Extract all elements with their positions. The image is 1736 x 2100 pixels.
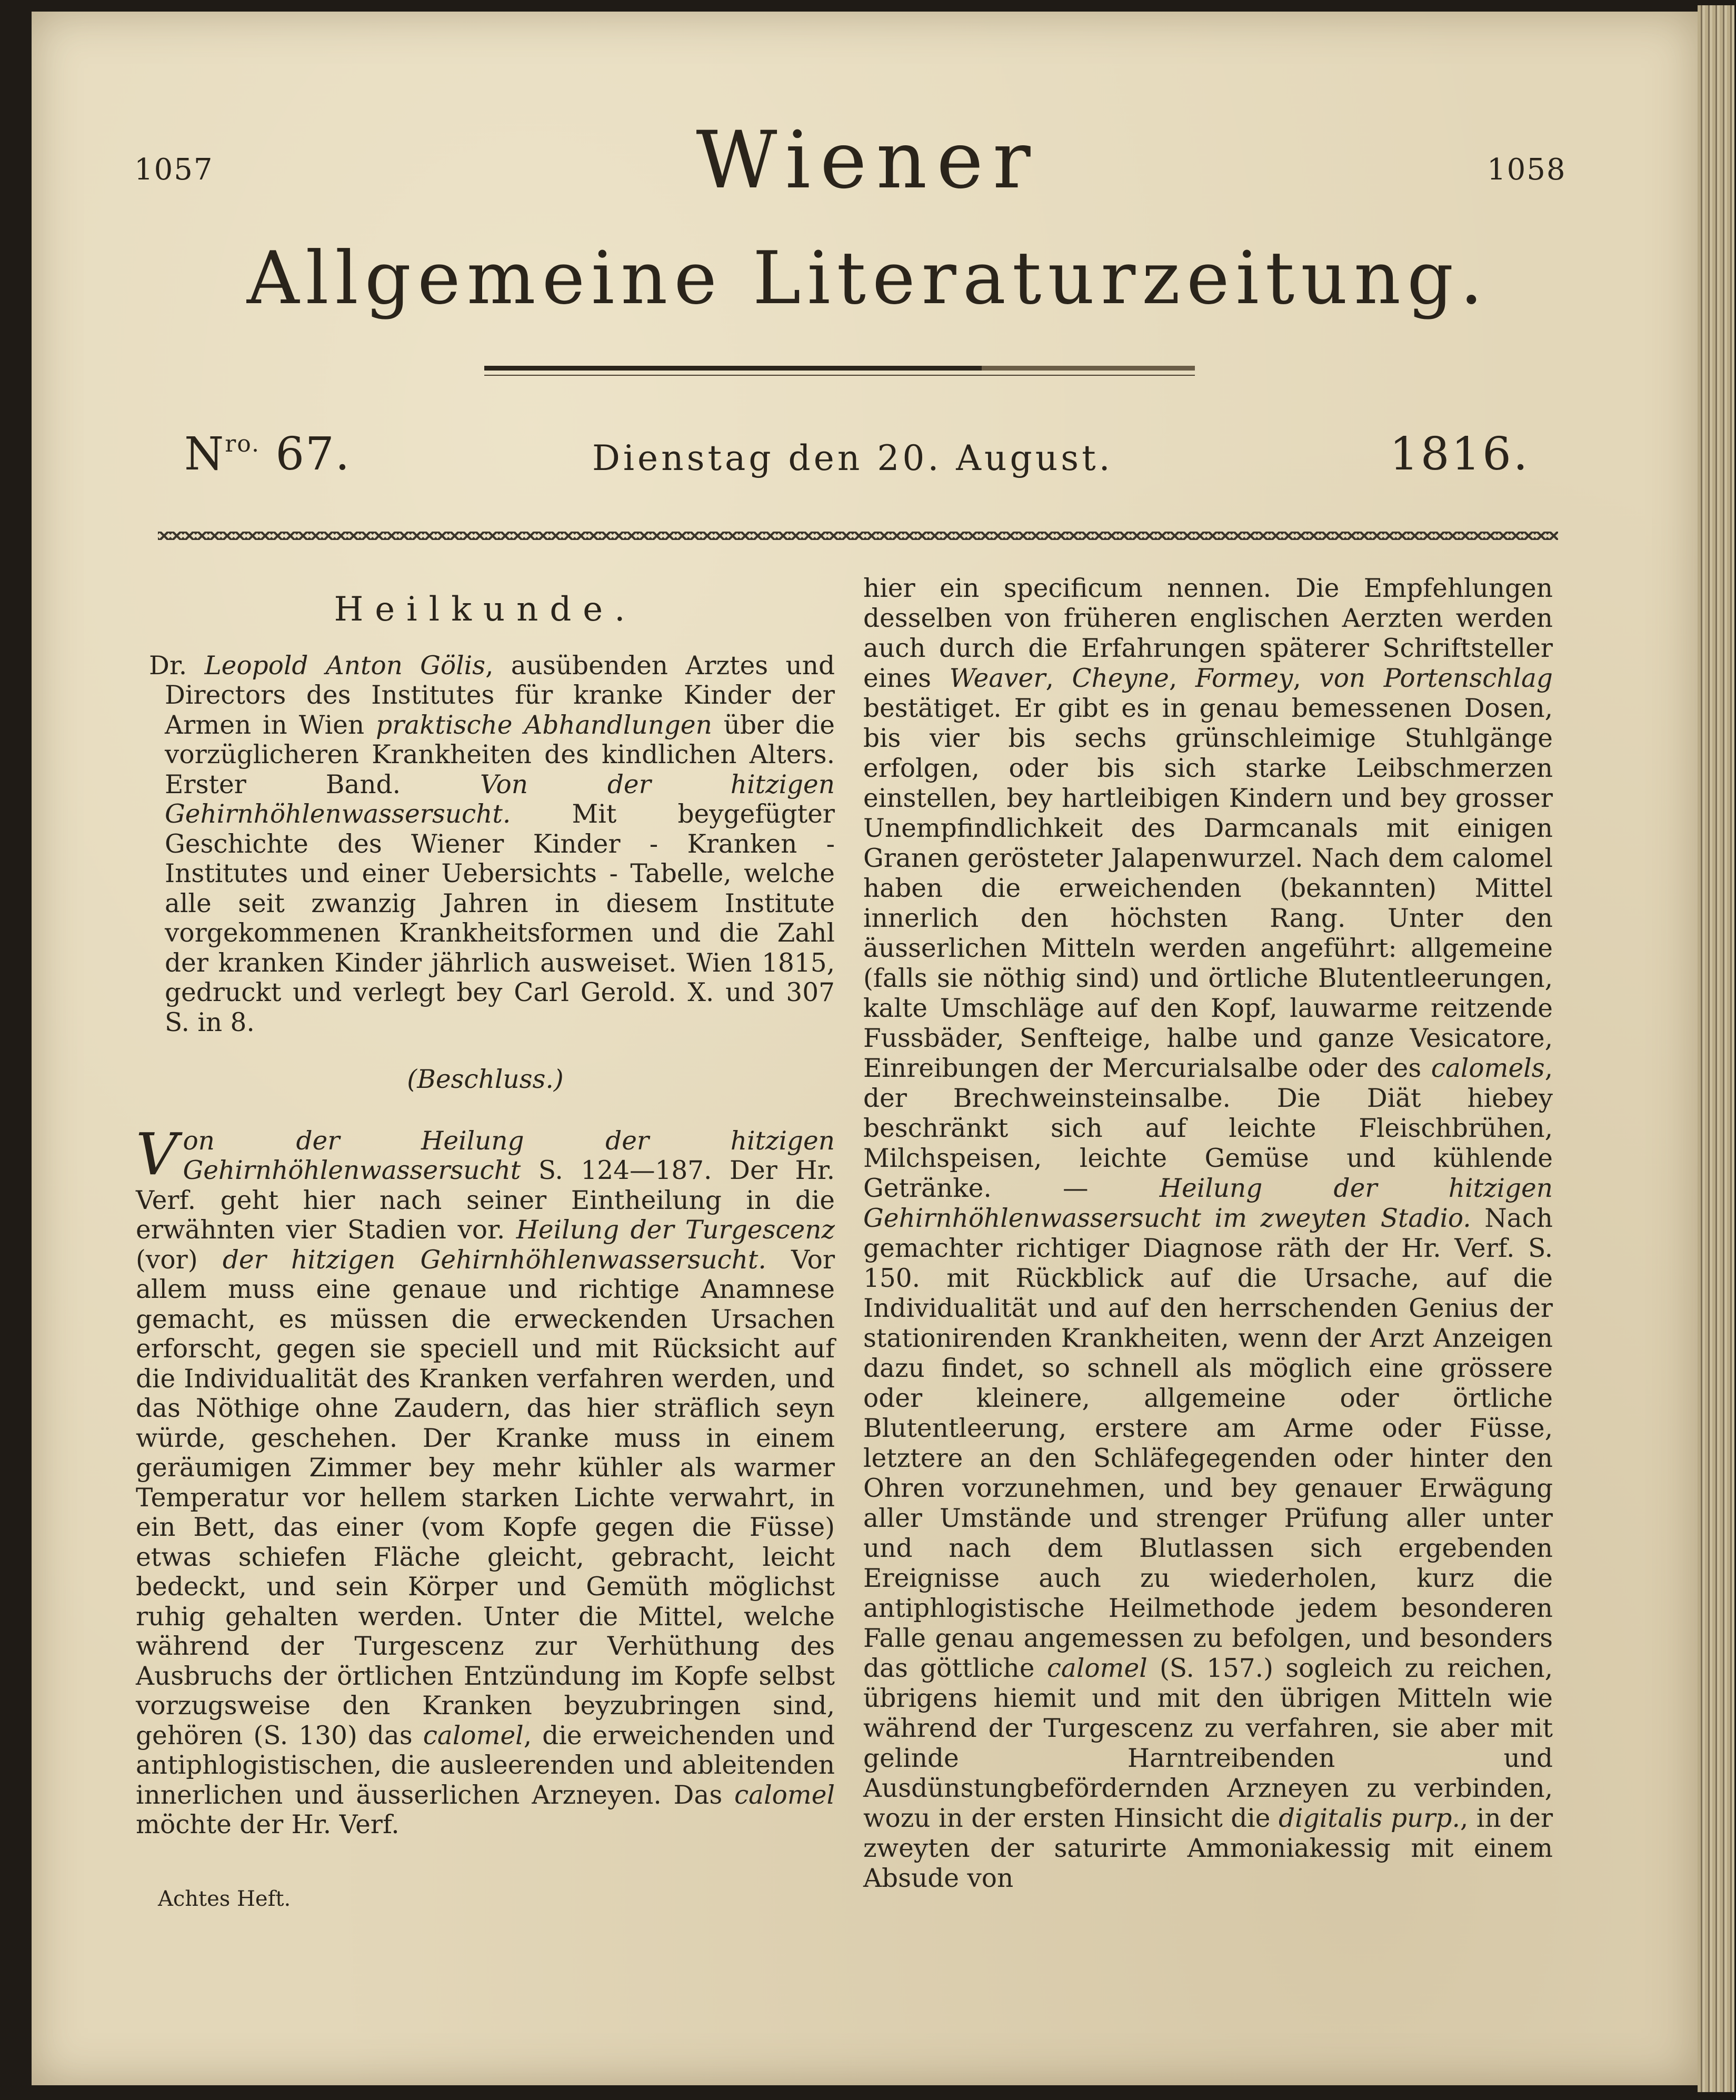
- page-number-left: 1057: [134, 153, 214, 187]
- body-text: ,: [1293, 664, 1320, 693]
- bibl-title: praktische Abhandlungen: [375, 710, 712, 740]
- body-italic: der hitzigen Gehirnhöhlenwassersucht.: [222, 1245, 766, 1275]
- body-text: , in der zweyten der saturirte Ammoniakessig mit einem Absude von: [863, 1804, 1553, 1893]
- author-name: von Portenschlag: [1319, 664, 1553, 693]
- body-italic: Heilung der hitzigen Gehirnhöhlenwassersucht im zweyten Stadio.: [863, 1174, 1553, 1233]
- masthead-title-line1: Wiener: [696, 115, 1040, 206]
- bibl-author: Leopold Anton Gölis: [204, 651, 486, 681]
- bibl-text: Dr.: [149, 651, 205, 681]
- wavy-divider: [158, 532, 1558, 540]
- bibliography-entry: [136, 651, 835, 1038]
- body-text: Vor allem muss eine genaue und richtige Anamnese gemacht, es müssen die erweckenden Ursachen erforscht, gegen sie speciell und mit Rücksicht auf die Individualität des Kranken verfahren werden, und das Nöthige ohne Zaudern, das hier sträflich seyn würde, geschehen. Der Kranke muss in einem geräumigen Zimmer bey mehr kühler als warmer Temperatur vor hellem starken Lichte verwahrt, in ein Bett, das einer (vom Kopfe gegen die Füsse) etwas schiefen Fläche gleicht, gebracht, leicht bedeckt, und sein Körper und Gemüth möglichst ruhig gehalten werden. Unter die Mittel, welche während der Turgescenz zur Verhüthung des Ausbruchs der örtlichen Entzündung im Kopfe selbst vorzugsweise den Kranken beyzubringen sind, gehören (S. 130) das: [136, 1245, 835, 1751]
- body-text: möchte der Hr. Verf.: [136, 1810, 400, 1839]
- masthead-title-line2: Allgemeine Literaturzeitung.: [246, 236, 1490, 321]
- body-italic: calomel: [1046, 1654, 1148, 1683]
- body-italic: calomels: [1431, 1054, 1545, 1083]
- conclusion-note: (Beschluss.): [407, 1065, 564, 1094]
- left-column: [136, 582, 835, 1840]
- body-text: ,: [1045, 664, 1072, 693]
- masthead-rule-thin: [484, 375, 1195, 376]
- issue-sup: ro.: [225, 431, 260, 457]
- signature-mark: Achtes Heft.: [158, 1887, 291, 1911]
- page-number-right: 1058: [1487, 153, 1567, 187]
- bibl-subtitle: Von der hitzigen Gehirnhöhlenwassersucht.: [165, 769, 835, 829]
- bibl-text: Mit beygefügter Geschichte des Wiener Kinder - Kranken - Institutes und einer Uebersichts - Tabelle, welche alle seit zwanzig Jahren in diesem Institute vorgekommenen Krankheitsformen und die Zahl der kranken Kinder jährlich ausweiset. Wien 1815, gedruckt und verlegt bey Carl Gerold. X. und 307 S. in 8.: [165, 799, 835, 1037]
- body-text: (S. 157.) sogleich zu reichen, übrigens hiemit und mit den übrigen Mitteln wie während der Turgescenz zu verfahren, sie aber mit gelinde Harntreibenden und Ausdünstungbefördernden Arzneyen zu verbinden, wozu in der ersten Hinsicht die: [863, 1654, 1553, 1833]
- body-text: bestätiget. Er gibt es in genau bemessenen Dosen, bis vier bis sechs grünschleimige Stuhlgänge erfolgen, oder bis sich starke Leibschmerzen einstellen, bey hartleibigen Kindern und bey grosser Unempfindlichkeit des Darmcanals mit einigen Granen gerösteter Jalapenwurzel. Nach dem calomel haben die erweichenden (bekannten) Mittel innerlich den höchsten Rang. Unter den äusserlichen Mitteln werden angeführt: allgemeine (falls sie nöthig sind) und örtliche Blutentleerungen, kalte Umschläge auf den Kopf, lauwarme reitzende Fussbäder, Senfteige, halbe und ganze Vesicatore, Einreibungen der Mercurialsalbe oder des: [863, 694, 1553, 1083]
- issue-number: [184, 428, 351, 481]
- body-italic: digitalis purp.: [1279, 1804, 1460, 1833]
- section-heading: Heilkunde.: [334, 590, 637, 629]
- body-text: ,: [1169, 664, 1195, 693]
- body-text: (vor): [136, 1245, 223, 1275]
- body-italic: on der Heilung der hitzigen Gehirnhöhlenwassersucht: [183, 1126, 835, 1185]
- author-name: Formey: [1195, 664, 1293, 693]
- issue-date: Dienstag den 20. August.: [592, 438, 1113, 478]
- author-name: Cheyne: [1072, 664, 1169, 693]
- body-italic: calomel: [423, 1721, 524, 1751]
- issue-year: 1816.: [1390, 428, 1530, 481]
- author-name: Weaver: [949, 664, 1046, 693]
- issue-prefix: N: [184, 428, 225, 481]
- bibl-text: über die vorzüglicheren Krankheiten des kindlichen Alters. Erster Band.: [165, 710, 835, 799]
- body-italic: calomel: [734, 1780, 835, 1810]
- body-italic: Heilung der Turgescenz: [516, 1215, 835, 1245]
- right-column: [863, 574, 1553, 1894]
- body-text: , die erweichenden und antiphlogistischen, die ausleerenden und ableitenden innerlichen und äusserlichen Arzneyen. Das: [136, 1721, 835, 1810]
- left-body-text: [136, 1120, 835, 1840]
- page-edges: [1698, 5, 1734, 2092]
- masthead-rule: [484, 366, 1195, 371]
- right-body-text: [863, 574, 1553, 1894]
- body-text: S. 124—187. Der Hr. Verf. geht hier nach seiner Eintheilung in die erwähnten vier Stadien vor.: [136, 1156, 835, 1245]
- drop-cap: V: [136, 1120, 178, 1188]
- body-text: hier ein specificum nennen. Die Empfehlungen desselben von früheren englischen Aerzten werden auch durch die Erfahrungen späterer Schriftsteller eines: [863, 574, 1553, 693]
- body-text: , der Brechweinsteinsalbe. Die Diät hiebey beschränkt sich auf leichte Fleischbrühen, Milchspeisen, leichte Gemüse und kühlende Getränke. —: [863, 1054, 1553, 1203]
- body-text: Nach gemachter richtiger Diagnose räth der Hr. Verf. S. 150. mit Rückblick auf die Ursache, auf die Individualität und auf den herrschenden Genius der stationirenden Krankheiten, wenn der Arzt Anzeigen dazu findet, so schnell als möglich eine grössere oder kleinere, allgemeine oder örtliche Blutentleerung, erstere am Arme oder Füsse, letztere an den Schläfegegenden oder hinter den Ohren vorzunehmen, und bey genauer Erwägung aller Umstände und strenger Prüfung aller unter und nach dem Blutlassen sich ergebenden Ereignisse auch zu wiederholen, kurz die antiphlogistische Heilmethode jedem besonderen Falle genau angemessen zu befolgen, und besonders das göttliche: [863, 1204, 1553, 1683]
- issue-num: 67.: [275, 428, 351, 481]
- bibl-text: , ausübenden Arztes und Directors des Institutes für kranke Kinder der Armen in Wien: [165, 651, 835, 740]
